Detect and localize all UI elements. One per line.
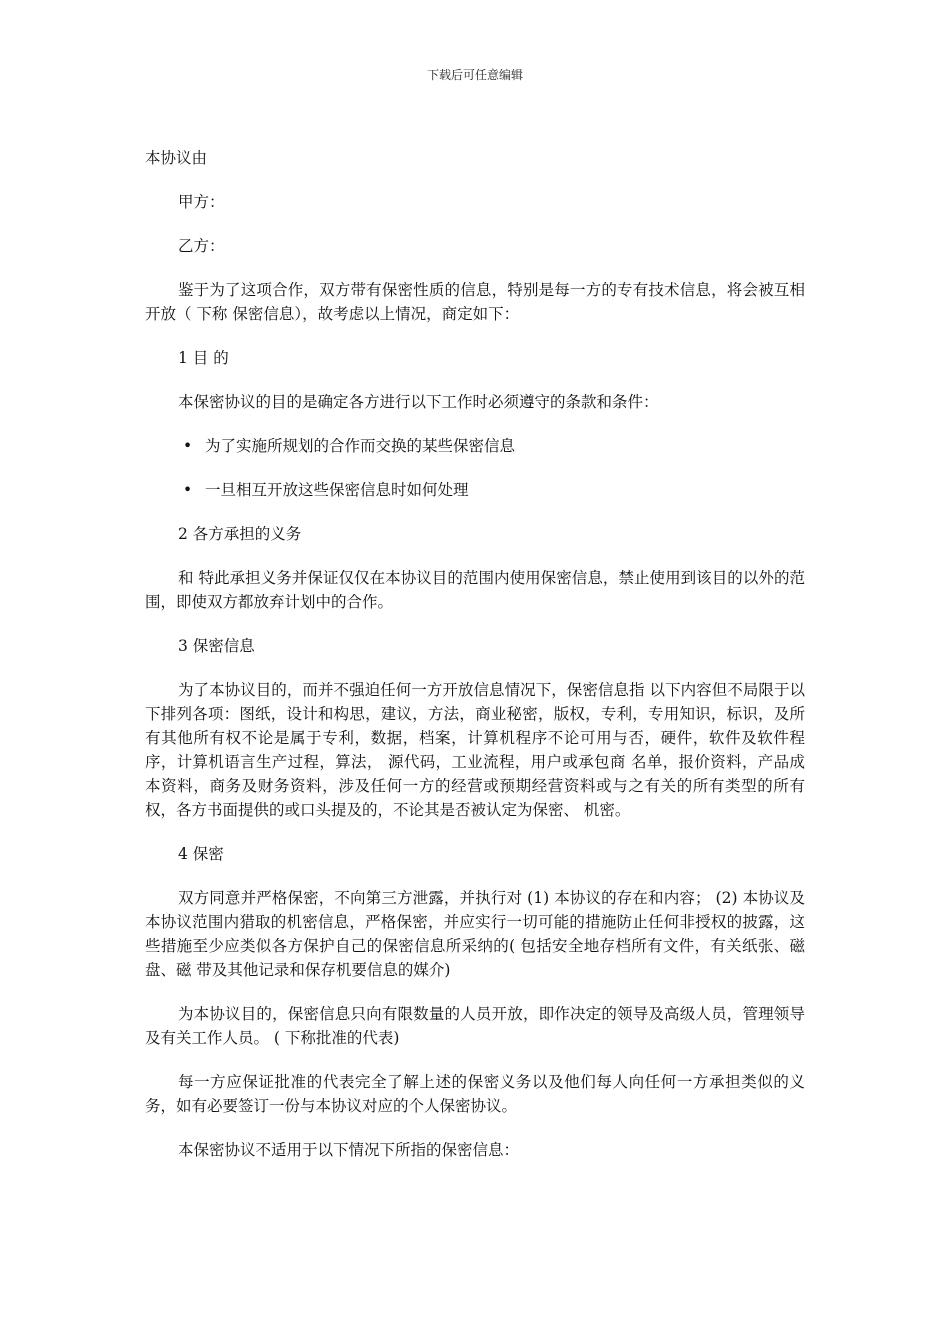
section-2-heading: 2 各方承担的义务 — [178, 525, 302, 543]
page-header: 下载后可任意编辑 — [426, 68, 523, 82]
section-4-paragraph-2: 为本协议目的，保密信息只向有限数量的人员开放，即作决定的领导及高级人员，管理领导及有关工作人员。 ( 下称批准的代表) — [145, 1005, 805, 1047]
preamble-paragraph: 鉴于为了这项合作，双方带有保密性质的信息，特别是每一方的专有技术信息，将会被互相开放（ 下称 保密信息），故考虑以上情况，商定如下： — [145, 281, 805, 323]
section-1-paragraph: 本保密协议的目的是确定各方进行以下工作时必须遵守的条款和条件： — [178, 393, 659, 411]
party-b-line: 乙方： — [178, 237, 225, 255]
intro-line: 本协议由 — [145, 149, 208, 167]
section-4-paragraph-1: 双方同意并严格保密，不向第三方泄露，并执行对 (1) 本协议的存在和内容； (2) 本协议及本协议范围内猎取的机密信息，严格保密，并应实行一切可能的措施防止任何非授权的披露，这些措施至少应类似各方保护自己的保密信息所采纳的( 包括安全地存档所有文件，有关纸张、磁盘、磁 带及其他记录和保存机要信息的媒介) — [145, 889, 805, 979]
section-1-heading: 1 目 的 — [178, 349, 229, 367]
section-3-heading: 3 保密信息 — [178, 637, 255, 655]
bullet-icon: • — [183, 437, 193, 455]
bullet-text: 为了实施所规划的合作而交换的某些保密信息 — [205, 437, 516, 455]
section-4-paragraph-3: 每一方应保证批准的代表完全了解上述的保密义务以及他们每人向任何一方承担类似的义务，如有必要签订一份与本协议对应的个人保密协议。 — [145, 1073, 805, 1115]
section-3-paragraph: 为了本协议目的，而并不强迫任何一方开放信息情况下，保密信息指 以下内容但不局限于以下排列各项：图纸，设计和构思，建议，方法，商业秘密，版权，专利，专用知识，标识，及所有其他所有权不论是属于专利，数据，档案，计算机程序不论可用与否，硬件，软件及软件程序，计算机语言生产过程，算法， 源代码，工业流程，用户或承包商 名单，报价资料，产品成本资料，商务及财务资料，涉及任何一方的经营或预期经营资料或与之有关的所有类型的所有权，各方书面提供的或口头提及的，不论其是否被认定为保密、 机密。 — [145, 681, 805, 819]
party-a-line: 甲方： — [178, 193, 225, 211]
bullet-item — [145, 434, 805, 458]
section-2-paragraph: 和 特此承担义务并保证仅仅在本协议目的范围内使用保密信息，禁止使用到该目的以外的范围，即使双方都放弃计划中的合作。 — [145, 569, 805, 611]
document-body — [145, 146, 805, 1182]
section-4-heading: 4 保密 — [178, 845, 224, 863]
bullet-icon: • — [183, 481, 193, 499]
section-4-paragraph-4: 本保密协议不适用于以下情况下所指的保密信息： — [178, 1141, 520, 1159]
bullet-text: 一旦相互开放这些保密信息时如何处理 — [205, 481, 469, 499]
bullet-item — [145, 478, 805, 502]
